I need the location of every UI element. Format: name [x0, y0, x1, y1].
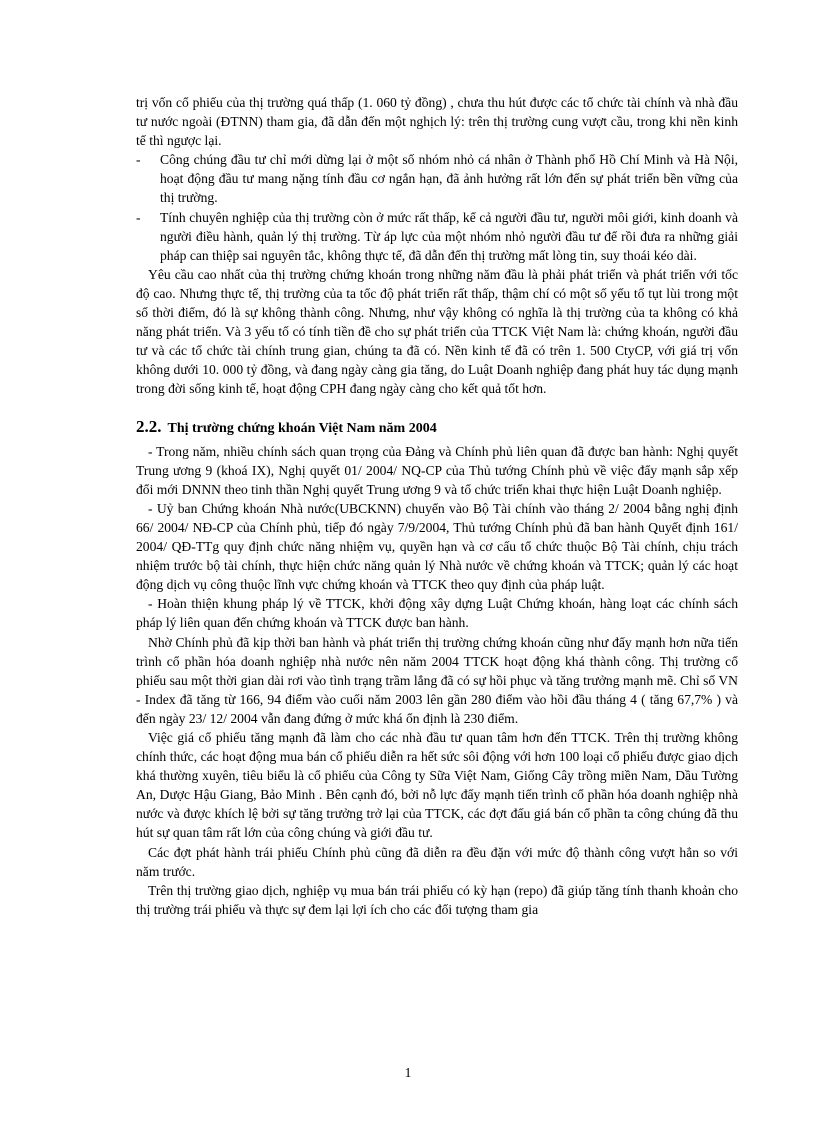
bullet-item — [136, 208, 738, 265]
bullet-dash: - — [136, 209, 141, 225]
paragraph: Trên thị trường giao dịch, nghiệp vụ mua bán trái phiếu có kỳ hạn (repo) đã giúp tăng tính thanh khoản cho thị trường trái phiếu và thực sự đem lại lợi ích cho các đối tượng tham gia — [136, 882, 738, 917]
bullet-text: Công chúng đầu tư chỉ mới dừng lại ở một số nhóm nhỏ cá nhân ở Thành phố Hồ Chí Minh và Hà Nội, hoạt động đầu tư mang nặng tính đầu cơ ngắn hạn, đã ảnh hưởng rất lớn đến sự phát triển bền vững của thị trường. — [160, 152, 738, 206]
section-title: Thị trường chứng khoán Việt Nam năm 2004 — [167, 420, 437, 436]
paragraph: - Trong năm, nhiều chính sách quan trọng của Đảng và Chính phủ liên quan đã được ban hành: Nghị quyết Trung ương 9 (khoá IX), Nghị quyết 01/ 2004/ NQ-CP của Thủ tướng Chính phủ về việc đẩy mạnh sắp xếp đổi mới DNNN theo tinh thần Nghị quyết Trung ương 9 và tổ chức triển khai thực hiện Luật Doanh nghiệp. — [136, 443, 738, 497]
section-heading — [136, 417, 738, 438]
bullet-text: Tính chuyên nghiệp của thị trường còn ở mức rất thấp, kể cả người đầu tư, người môi giới, kinh doanh và người điều hành, quản lý thị trường. Từ áp lực của một nhóm nhỏ người đầu tư để rồi đưa ra những giải pháp can thiệp sai nguyên tắc, không thực tế, đã dẫn đến thị trường mất lòng tin, suy thoái kéo dài. — [160, 209, 738, 263]
paragraph: - Hoàn thiện khung pháp lý về TTCK, khởi động xây dựng Luật Chứng khoán, hàng loạt các chính sách pháp lý liên quan đến chứng khoán và TTCK được ban hành. — [136, 596, 738, 631]
paragraph: Yêu cầu cao nhất của thị trường chứng khoán trong những năm đầu là phải phát triển và phát triển với tốc độ cao. Nhưng thực tế, thị trường của ta tốc độ phát triển rất thấp, thậm chí có một số yếu tố tụt lùi trong một số thời điểm, đó là sự không thành công. Nhưng, như vậy không có nghĩa là thị trường của ta không có khả năng phát triển. Và 3 yếu tố có tính tiền đề cho sự phát triển của TTCK Việt Nam là: chứng khoán, người đầu tư và các tổ chức tài chính trung gian, chúng ta đã có. Nền kinh tế đã có trên 1. 500 CtyCP, với giá trị vốn không dưới 10. 000 tỷ đồng, và đang ngày càng gia tăng, do Luật Doanh nghiệp đang phát huy tác dụng mạnh trong đời sống kinh tế, hoạt động CPH đang ngày càng cho kết quả tốt hơn. — [136, 266, 738, 397]
body-text — [136, 93, 738, 919]
bullet-item — [136, 150, 738, 207]
paragraph: - Uỷ ban Chứng khoán Nhà nước(UBCKNN) chuyển vào Bộ Tài chính vào tháng 2/ 2004 bằng nghị định 66/ 2004/ NĐ-CP của Chính phủ, tiếp đó ngày 7/9/2004, Thủ tướng Chính phủ đã ban hành Quyết định 161/ 2004/ QĐ-TTg quy định chức năng nhiệm vụ, quyền hạn và cơ cấu tổ chức thuộc Bộ Tài chính, chịu trách nhiệm trước bộ tài chính, thực hiện chức năng quản lý Nhà nước về chứng khoán và TTCK; quản lý các hoạt động dịch vụ công thuộc lĩnh vực chứng khoán và TTCK theo quy định của pháp luật. — [136, 500, 738, 593]
paragraph: Các đợt phát hành trái phiếu Chính phủ cũng đã diễn ra đều đặn với mức độ thành công vượt hẳn so với năm trước. — [136, 844, 738, 879]
paragraph: Việc giá cổ phiếu tăng mạnh đã làm cho các nhà đầu tư quan tâm hơn đến TTCK. Trên thị trường không chính thức, các hoạt động mua bán cổ phiếu diễn ra hết sức sôi động với hơn 100 loại cổ phiếu được giao dịch khá thường xuyên, tiêu biểu là cổ phiếu của Công ty Sữa Việt Nam, Giống Cây trồng miền Nam, Dầu Tường An, Dược Hậu Giang, Bảo Minh . Bên cạnh đó, bởi nỗ lực đẩy mạnh tiến trình cổ phần hóa doanh nghiệp nhà nước và được khích lệ bởi sự tăng trưởng trở lại của TTCK, các đợt đấu giá bán cổ phần ta công chúng đã thu hút sự quan tâm rất lớn của công chúng và giới đầu tư. — [136, 730, 738, 841]
bullet-dash: - — [136, 152, 141, 168]
paragraph-continued: trị vốn cổ phiếu của thị trường quá thấp (1. 060 tỷ đồng) , chưa thu hút được các tổ chức tài chính và nhà đầu tư nước ngoài (ĐTNN) tham gia, đã dẫn đến một nghịch lý: trên thị trường cung vượt cầu, trong khi nền kinh tế thì ngược lại. — [136, 95, 738, 149]
page-number: 1 — [404, 1065, 412, 1080]
section-number: 2.2. — [136, 416, 162, 436]
paragraph: Nhờ Chính phủ đã kịp thời ban hành và phát triển thị trường chứng khoán cũng như đẩy mạnh hơn nữa tiến trình cổ phần hóa doanh nghiệp nhà nước nên năm 2004 TTCK hoạt động khá thành công. Thị trường cổ phiếu sau một thời gian dài rơi vào tình trạng trầm lắng đã có sự hồi phục và tăng trưởng mạnh mẽ. Chỉ số VN - Index đã tăng từ 166, 94 điểm vào cuối năm 2003 lên gần 280 điểm vào hồi đầu tháng 4 ( tăng 67,7% ) và đến ngày 23/ 12/ 2004 vẫn đang đứng ở mức khá ổn định là 230 điểm. — [136, 634, 738, 726]
